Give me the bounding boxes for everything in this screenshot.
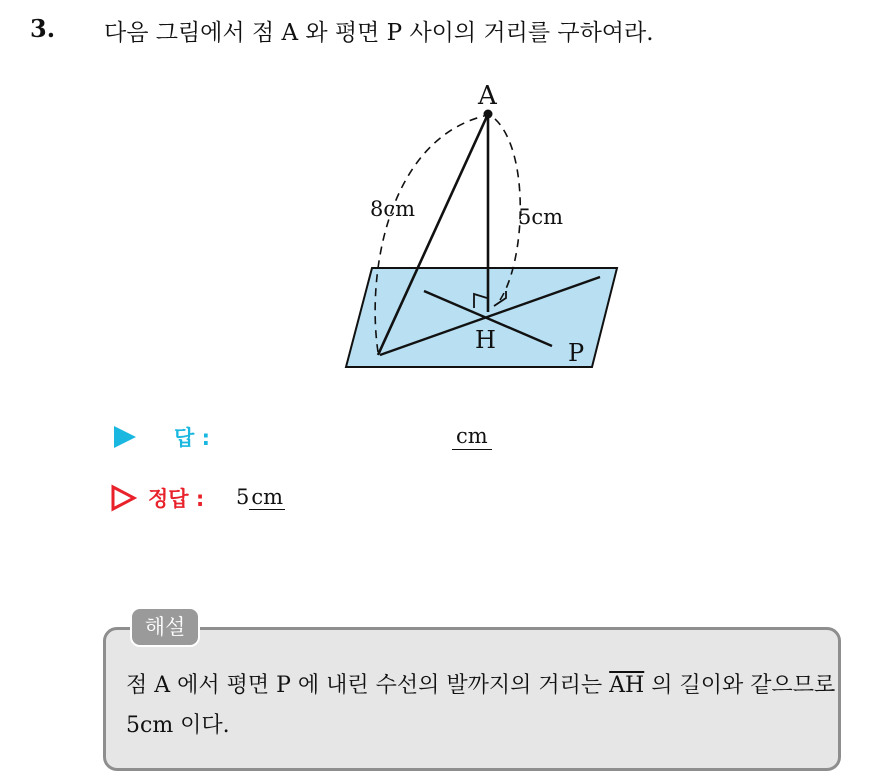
answer-label: 답 :: [174, 426, 210, 450]
correct-answer-row: [110, 483, 530, 515]
label-h: H: [475, 326, 496, 354]
question-text: 다음 그림에서 점 A 와 평면 P 사이의 거리를 구하여라.: [104, 20, 654, 46]
correct-label: 정답 :: [148, 487, 205, 511]
label-a: A: [478, 81, 497, 111]
segment-ah-label: $\overline{AH}$: [609, 673, 645, 698]
label-p: P: [568, 339, 585, 367]
correct-arrow-icon: [110, 484, 138, 512]
solution-text-before: 점 A 에서 평면 P 에 내린 수선의 발까지의 거리는: [126, 673, 610, 698]
correct-value: [236, 484, 285, 510]
correct-number: 5: [236, 485, 250, 509]
solution-text-after: 의 길이와 같으므로 5cm 이다.: [126, 673, 836, 738]
answer-arrow-icon: [112, 424, 138, 450]
label-5cm: 5cm: [518, 205, 564, 229]
solution-text: [126, 666, 836, 746]
geometry-figure: [330, 70, 640, 384]
label-8cm: 8cm: [370, 197, 416, 221]
plane-diagram: [330, 70, 640, 380]
answer-blank[interactable]: cm: [452, 423, 492, 450]
answer-row: [112, 422, 532, 454]
question-number: 3.: [30, 14, 56, 43]
solution-tab: 해설: [130, 607, 200, 647]
correct-unit: cm: [251, 485, 284, 509]
